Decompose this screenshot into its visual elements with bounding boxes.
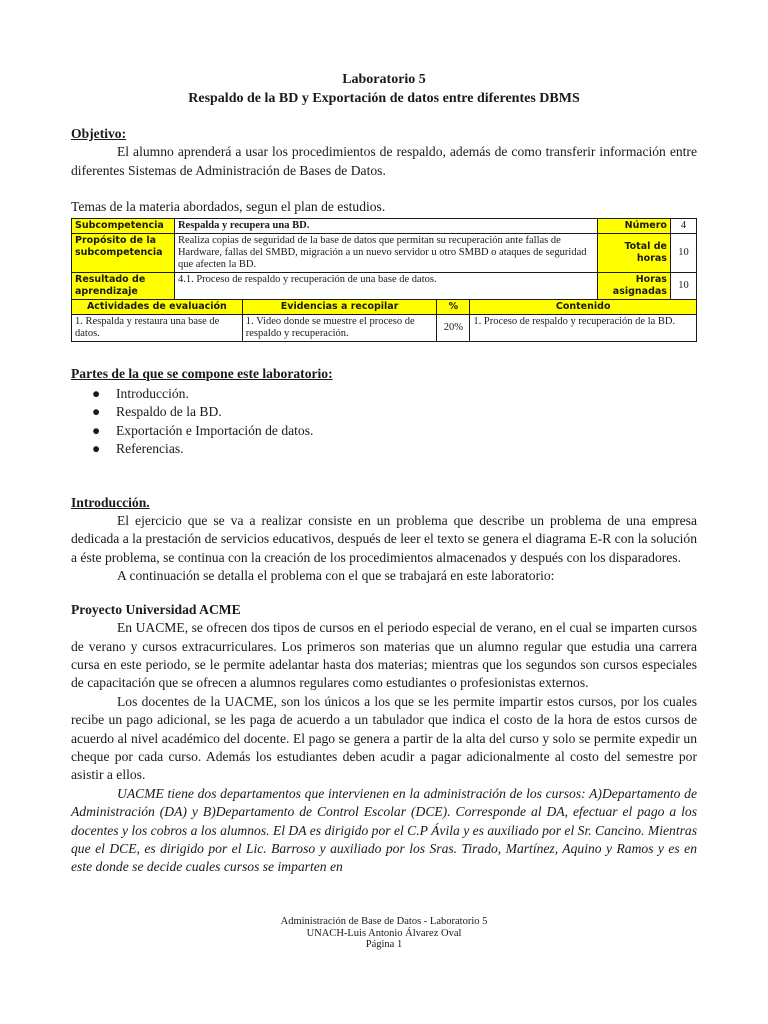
total-horas-value: 10 bbox=[670, 233, 696, 272]
subcompetencia-label: Subcompetencia bbox=[72, 218, 175, 233]
list-item bbox=[71, 385, 697, 403]
cell-evidencia: 1. Video donde se muestre el proceso de respaldo y recuperación. bbox=[242, 314, 437, 341]
intro-paragraph-1: El ejercicio que se va a realizar consiste en un problema que describe un problema de una empresa dedicada a la prestación de servicios educativos, después de leer el texto se genera el diagrama E-R con la solución a éste problema, se continua con la creación de los procedimientos almacenados y después con los disparadores. bbox=[71, 513, 697, 565]
list-item-text: Referencias. bbox=[116, 441, 184, 457]
list-item bbox=[71, 403, 697, 421]
syllabus-table bbox=[71, 218, 697, 342]
objective-heading: Objetivo: bbox=[71, 126, 127, 141]
resultado-label: Resultado de aprendizaje bbox=[72, 272, 175, 299]
col-header-percent: % bbox=[437, 299, 470, 314]
list-item-text: Introducción. bbox=[116, 386, 189, 402]
numero-value: 4 bbox=[670, 218, 696, 233]
subcompetencia-value: Respalda y recupera una BD. bbox=[174, 218, 597, 233]
footer-course: Administración de Base de Datos - Laboratorio 5 bbox=[280, 916, 488, 927]
objective-text: El alumno aprenderá a usar los procedimientos de respaldo, además de como transferir información entre diferentes Sistemas de Administración de Bases de Datos. bbox=[71, 144, 697, 178]
project-heading: Proyecto Universidad ACME bbox=[71, 601, 241, 617]
proposito-value: Realiza copias de seguridad de la base de datos que permitan su recuperación ante fallas de Hardware, fallas del SMBD, migración a un nuevo servidor u otro SMBD o ataques de seguridad que afecten la BD. bbox=[174, 233, 597, 272]
bullet-icon: ● bbox=[92, 386, 101, 402]
bullet-icon: ● bbox=[92, 422, 101, 438]
topics-intro: Temas de la materia abordados, segun el plan de estudios. bbox=[71, 199, 386, 215]
resultado-value: 4.1. Proceso de respaldo y recuperación de una base de datos. bbox=[174, 272, 597, 299]
numero-label: Número bbox=[598, 218, 671, 233]
document-title-line2: Respaldo de la BD y Exportación de datos entre diferentes DBMS bbox=[188, 91, 580, 106]
project-paragraph-1: En UACME, se ofrecen dos tipos de cursos en el periodo especial de verano, en el cual se imparten cursos de verano y cursos extracurriculares. Los primeros son materias que un alumno regular que estudia una carrera cursa en este periodo, se le permite adelantar hasta dos materias; mientras que los segundos son cursos especiales de capacitación que se ofrecen a alumnos regulares como estudiantes o profesionistas externos. bbox=[71, 620, 697, 691]
cell-actividad: 1. Respalda y restaura una base de datos. bbox=[72, 314, 243, 341]
col-header-actividades: Actividades de evaluación bbox=[72, 299, 243, 314]
proposito-label: Propósito de la subcompetencia bbox=[72, 233, 175, 272]
list-item-text: Respaldo de la BD. bbox=[116, 404, 222, 420]
cell-contenido: 1. Proceso de respaldo y recuperación de la BD. bbox=[470, 314, 697, 341]
intro-heading: Introducción. bbox=[71, 494, 150, 510]
list-item bbox=[71, 440, 697, 458]
spacer bbox=[71, 180, 697, 198]
horas-asignadas-label: Horas asignadas bbox=[598, 272, 671, 299]
document-title-line1: Laboratorio 5 bbox=[342, 72, 426, 87]
col-header-contenido: Contenido bbox=[470, 299, 697, 314]
cell-percent: 20% bbox=[437, 314, 470, 341]
project-paragraph-3: UACME tiene dos departamentos que intervienen en la administración de los cursos: A)Departamento de Administración (DA) y B)Departamento de Control Escolar (DCE). Corresponde al DA, efectuar el pago a los docentes y los cobros a los alumnos. El DA es dirigido por el C.P Ávila y es auxiliado por el Sr. Cancino. Mientras que el DCE, es dirigido por el Lic. Barroso y auxiliado por los Sras. Tirado, Martínez, Aquino y Ramos y es en este donde se decide cuales cursos se imparten en bbox=[71, 785, 697, 875]
bullet-icon: ● bbox=[92, 404, 101, 420]
document-page bbox=[71, 70, 697, 877]
total-horas-label: Total de horas bbox=[598, 233, 671, 272]
parts-heading: Partes de la que se compone este laboratorio: bbox=[71, 365, 333, 381]
col-header-evidencias: Evidencias a recopilar bbox=[242, 299, 437, 314]
list-item bbox=[71, 422, 697, 440]
footer-author: UNACH-Luis Antonio Álvarez Oval bbox=[306, 927, 462, 939]
page-footer bbox=[0, 916, 768, 951]
bullet-icon: ● bbox=[92, 441, 101, 457]
parts-list bbox=[71, 385, 697, 459]
horas-asignadas-value: 10 bbox=[670, 272, 696, 299]
project-paragraph-2: Los docentes de la UACME, son los únicos a los que se les permite impartir estos cursos, por los cuales recibe un pago adicional, se les paga de acuerdo a un tabulador que indica el costo de la hora de estos cursos de acuerdo al nivel académico del docente. El pago se genera a partir de la alta del curso y solo se permite expedir un cheque por cada curso. Además los estudiantes deben acudir a pagar adicionalmente al costo del semestre por asistir a ellos. bbox=[71, 693, 697, 783]
list-item-text: Exportación e Importación de datos. bbox=[116, 422, 314, 438]
footer-page-number: Página 1 bbox=[365, 939, 403, 950]
intro-paragraph-2: A continuación se detalla el problema con el que se trabajará en este laboratorio: bbox=[117, 568, 555, 584]
